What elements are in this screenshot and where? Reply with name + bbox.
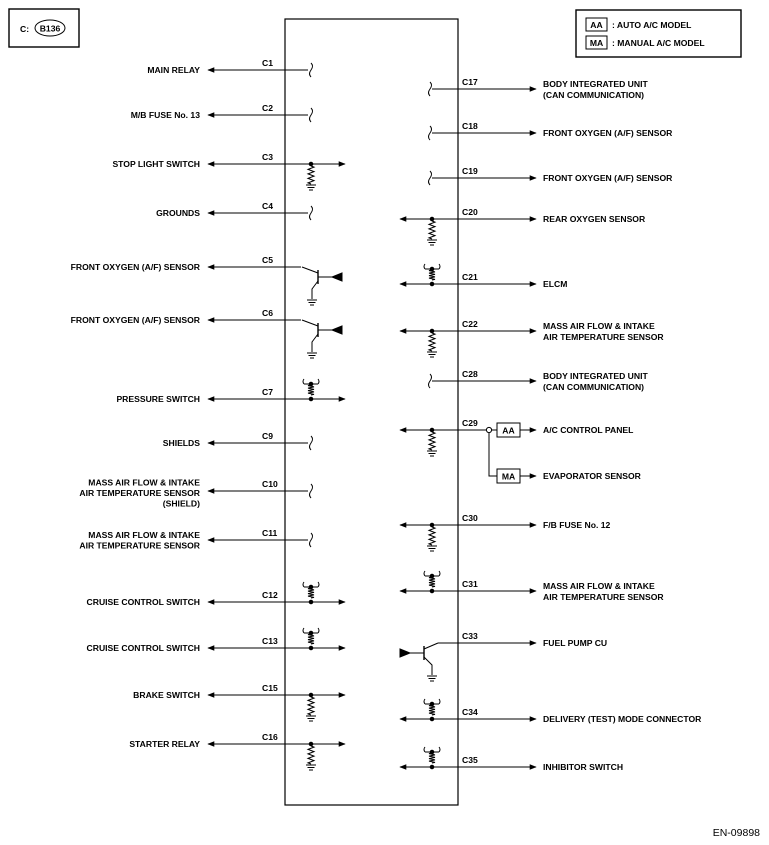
- pin-label: FRONT OXYGEN (A/F) SENSOR: [543, 173, 673, 183]
- left-pin-c13: [87, 628, 345, 653]
- wire-break-squiggle: [310, 436, 313, 450]
- resistor: [308, 697, 314, 715]
- pin-number: C22: [462, 319, 478, 329]
- resistor: [429, 705, 435, 715]
- right-pin-c29: [400, 418, 642, 483]
- pin-number: C12: [262, 590, 278, 600]
- left-pin-group: [71, 58, 345, 770]
- right-pin-c30: [400, 513, 611, 551]
- ground-symbol: [306, 185, 316, 190]
- pin-label: PRESSURE SWITCH: [116, 394, 200, 404]
- pin-label: GROUNDS: [156, 208, 200, 218]
- right-pin-c21: [400, 264, 567, 289]
- pin-label: BODY INTEGRATED UNIT: [543, 79, 648, 89]
- pin-label: (CAN COMMUNICATION): [543, 382, 645, 392]
- left-pin-c16: [129, 732, 345, 770]
- transistor-emitter: [424, 657, 432, 675]
- pin-label: A/C CONTROL PANEL: [543, 425, 634, 435]
- wire-break-squiggle: [429, 374, 432, 388]
- resistor: [308, 385, 314, 395]
- pin-number: C3: [262, 152, 273, 162]
- pin-number: C28: [462, 369, 478, 379]
- junction-dot: [309, 162, 313, 166]
- pin-number: C35: [462, 755, 478, 765]
- transistor-emitter: [312, 281, 318, 299]
- pin-label: DELIVERY (TEST) MODE CONNECTOR: [543, 714, 702, 724]
- pin-label: AIR TEMPERATURE SENSOR: [543, 592, 664, 602]
- pin-number: C16: [262, 732, 278, 742]
- pin-number: C34: [462, 707, 478, 717]
- pin-label: BODY INTEGRATED UNIT: [543, 371, 648, 381]
- ecm-box: [285, 19, 458, 805]
- junction-dot: [430, 589, 434, 593]
- connector-prefix: C:: [20, 24, 30, 34]
- pin-label: INHIBITOR SWITCH: [543, 762, 624, 772]
- junction-dot: [309, 600, 313, 604]
- pin-label: (CAN COMMUNICATION): [543, 90, 645, 100]
- resistor: [429, 527, 435, 545]
- legend-code-auto: AA: [590, 20, 603, 30]
- branch-line: [489, 433, 497, 476]
- right-pin-c19: [429, 166, 674, 185]
- pin-number: C18: [462, 121, 478, 131]
- pin-number: C7: [262, 387, 273, 397]
- pin-label: MASS AIR FLOW & INTAKE: [88, 529, 200, 540]
- pin-label: STARTER RELAY: [129, 739, 200, 749]
- pin-label: (SHIELD): [162, 498, 200, 509]
- resistor: [308, 166, 314, 184]
- pin-label: F/B FUSE No. 12: [543, 520, 611, 530]
- junction-dot: [430, 428, 434, 432]
- right-pin-c20: [400, 207, 646, 245]
- pin-number: C1: [262, 58, 273, 68]
- resistor: [308, 634, 314, 644]
- pin-number: C21: [462, 272, 478, 282]
- transistor-collector: [302, 267, 318, 273]
- junction-dot: [309, 397, 313, 401]
- resistor: [429, 333, 435, 351]
- wire-break-squiggle: [310, 533, 313, 547]
- wire-break-squiggle: [310, 484, 313, 498]
- wire-break-squiggle: [429, 82, 432, 96]
- left-pin-c6: [71, 308, 342, 358]
- pin-label: MAIN RELAY: [147, 65, 200, 75]
- pin-label: AIR TEMPERATURE SENSOR: [79, 488, 200, 498]
- resistor: [429, 753, 435, 763]
- ground-symbol: [307, 353, 317, 358]
- right-pin-c18: [429, 121, 674, 140]
- transistor-input-arrow: [400, 649, 410, 657]
- pin-label: M/B FUSE No. 13: [130, 110, 200, 120]
- pin-label: EVAPORATOR SENSOR: [543, 471, 641, 481]
- ground-symbol: [307, 300, 317, 305]
- pin-number: C11: [262, 528, 278, 538]
- pin-label: FRONT OXYGEN (A/F) SENSOR: [543, 128, 673, 138]
- right-pin-c31: [400, 571, 664, 602]
- pin-number: C4: [262, 201, 273, 211]
- ground-symbol: [306, 716, 316, 721]
- connector-id: B136: [39, 23, 61, 34]
- junction-dot: [430, 282, 434, 286]
- junction-dot: [430, 765, 434, 769]
- pin-label: FRONT OXYGEN (A/F) SENSOR: [70, 262, 200, 272]
- pin-number: C6: [262, 308, 273, 318]
- code-label: AA: [502, 425, 515, 436]
- resistor: [429, 577, 435, 587]
- ground-symbol: [427, 352, 437, 357]
- legend-text-auto: : AUTO A/C MODEL: [612, 20, 692, 30]
- left-pin-c12: [87, 582, 345, 607]
- wire-break-squiggle: [310, 63, 313, 77]
- ground-symbol: [427, 240, 437, 245]
- left-pin-c10: [79, 478, 312, 509]
- legend-text-manual: : MANUAL A/C MODEL: [612, 38, 705, 48]
- right-pin-c35: [400, 747, 623, 772]
- pin-number: C19: [462, 166, 478, 176]
- resistor: [308, 746, 314, 764]
- transistor-collector: [424, 643, 438, 649]
- pin-label: MASS AIR FLOW & INTAKE: [543, 321, 655, 331]
- wire-break-squiggle: [429, 171, 432, 185]
- ground-symbol: [427, 546, 437, 551]
- left-pin-c9: [163, 431, 313, 450]
- junction-dot: [430, 217, 434, 221]
- resistor: [429, 221, 435, 239]
- pin-number: C2: [262, 103, 273, 113]
- pin-number: C30: [462, 513, 478, 523]
- pin-number: C9: [262, 431, 273, 441]
- junction-dot: [430, 523, 434, 527]
- right-pin-c17: [429, 77, 649, 100]
- junction-dot: [309, 693, 313, 697]
- pin-label: STOP LIGHT SWITCH: [112, 159, 200, 169]
- wire-break-squiggle: [310, 206, 313, 220]
- pin-label: FUEL PUMP CU: [543, 638, 608, 648]
- right-pin-c22: [400, 319, 664, 357]
- legend-box: [576, 10, 741, 57]
- pin-label: FRONT OXYGEN (A/F) SENSOR: [70, 315, 200, 325]
- right-pin-c28: [429, 369, 649, 392]
- pin-number: C13: [262, 636, 278, 646]
- pin-label: MASS AIR FLOW & INTAKE: [88, 477, 200, 488]
- resistor: [429, 270, 435, 280]
- pin-label: AIR TEMPERATURE SENSOR: [543, 332, 664, 342]
- pin-label: MASS AIR FLOW & INTAKE: [543, 581, 655, 591]
- pin-label: CRUISE CONTROL SWITCH: [86, 597, 200, 607]
- pin-number: C15: [262, 683, 278, 693]
- pin-number: C17: [462, 77, 478, 87]
- junction-dot: [309, 742, 313, 746]
- pin-label: SHIELDS: [162, 438, 200, 448]
- ground-symbol: [427, 676, 437, 681]
- figure-id: EN-09898: [712, 827, 760, 839]
- right-pin-c33: [400, 631, 607, 681]
- pin-number: C33: [462, 631, 478, 641]
- pin-number: C10: [262, 479, 278, 489]
- pin-label: BRAKE SWITCH: [133, 690, 200, 700]
- pin-number: C20: [462, 207, 478, 217]
- junction-dot: [430, 329, 434, 333]
- ground-symbol: [306, 765, 316, 770]
- transistor-input-arrow: [332, 326, 342, 334]
- left-pin-c1: [147, 58, 312, 77]
- left-pin-c3: [112, 152, 345, 190]
- branch-node: [486, 427, 491, 432]
- pin-label: ELCM: [543, 279, 568, 289]
- left-pin-c15: [133, 683, 345, 721]
- left-pin-c7: [116, 379, 345, 404]
- ground-symbol: [427, 451, 437, 456]
- resistor: [429, 432, 435, 450]
- resistor: [308, 588, 314, 598]
- left-pin-c11: [79, 528, 312, 550]
- transistor-input-arrow: [332, 273, 342, 281]
- legend-code-manual: MA: [589, 38, 604, 48]
- left-pin-c5: [71, 255, 342, 305]
- transistor-collector: [302, 320, 318, 326]
- pin-number: C5: [262, 255, 273, 265]
- pin-label: AIR TEMPERATURE SENSOR: [79, 540, 200, 551]
- code-label: MA: [501, 471, 516, 482]
- junction-dot: [430, 717, 434, 721]
- right-pin-group: [400, 77, 702, 772]
- left-pin-c4: [156, 201, 312, 220]
- wire-break-squiggle: [310, 108, 313, 122]
- right-pin-c34: [400, 699, 702, 724]
- wire-break-squiggle: [429, 126, 432, 140]
- junction-dot: [309, 646, 313, 650]
- pin-number: C31: [462, 579, 478, 589]
- pin-label: REAR OXYGEN SENSOR: [543, 214, 646, 224]
- pin-label: CRUISE CONTROL SWITCH: [86, 643, 200, 653]
- transistor-emitter: [312, 334, 318, 352]
- pin-number: C29: [462, 418, 478, 428]
